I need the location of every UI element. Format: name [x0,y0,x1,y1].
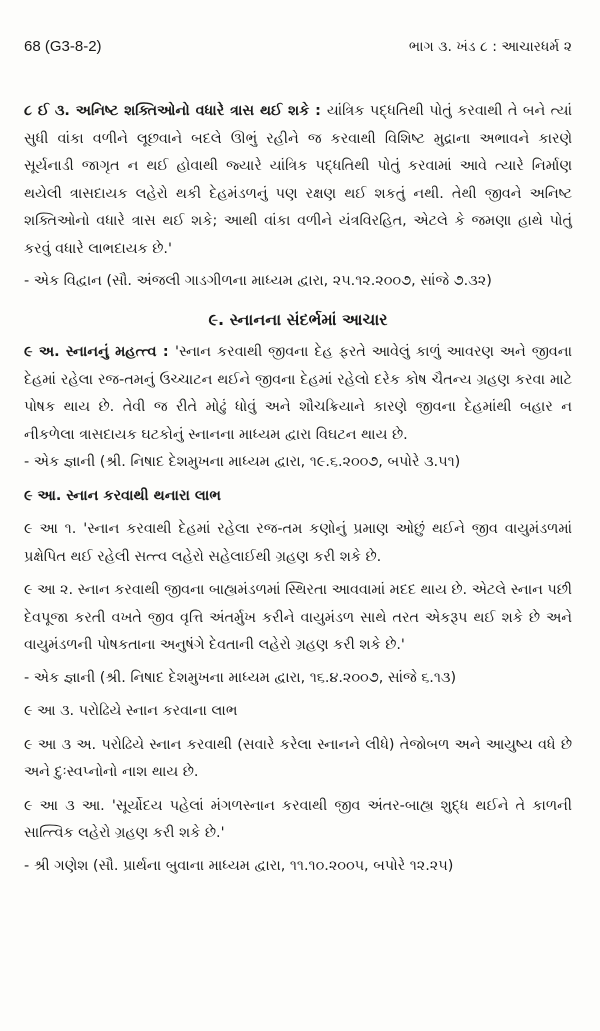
heading-9a: ૯ અ. સ્નાનનું મહત્ત્વ : [24,344,175,360]
section-9-title: ૯. સ્નાનના સંદર્ભમાં આચાર [208,309,388,329]
page-reference: 68 (G3-8-2) [24,38,102,55]
item-9aa-1: ૯ આ ૧. 'સ્નાન કરવાથી દેહમાં રહેલા રજ-તમ કણોનું પ્રમાણ ઓછું થઈને જીવ વાયુમંડળમાં પ્રક્ષેપિત થઈ રહેલી સત્ત્વ લહેરો સહેલાઈથી ગ્રહણ કરી શકે છે. [24,521,572,565]
item-9aa-3aa: ૯ આ ૩ આ. 'સૂર્યોદય પહેલાં મંગળસ્નાન કરવાથી જીવ અંતર-બાહ્ય શુદ્ધ થઈને તે કાળની સાત્ત્વિક લહેરો ગ્રહણ કરી શકે છે.' [24,797,572,841]
heading-8e3: ૮ ઈ ૩. અનિષ્ટ શક્તિઓનો વધારે ત્રાસ થઈ શકે : [24,103,327,119]
item-9aa-2: ૯ આ ૨. સ્નાન કરવાથી જીવના બાહ્યમંડળમાં સ્થિરતા આવવામાં મદદ થાય છે. એટલે સ્નાન પછી દેવપૂજા કરતી વખતે જીવ વૃત્તિ અંતર્મુખ કરીને વાયુમંડળ સાથે તરત એકરૂપ થઈ શકે છે અને વાયુમંડળની પોષકતાના અનુષંગે દેવતાની લહેરો ગ્રહણ કરી શકે છે.' [24,582,572,653]
heading-9aa: ૯ આ. સ્નાન કરવાથી થનારા લાભ [24,487,221,504]
source-9aa: - એક જ્ઞાની (શ્રી. નિષાદ દેશમુખના માધ્યમ દ્વારા, ૧૬.૪.૨૦૦૭, સાંજે ૬.૧૩) [24,669,457,686]
body-9a: 'સ્નાન કરવાથી જીવના દેહ ફરતે આવેલું કાળું આવરણ અને જીવના દેહમાં રહેલા રજ-તમનું ઉચ્ચાટન થઈને જીવના દેહમાં રહેલો દરેક કોષ ચૈતન્ય ગ્રહણ કરવા માટે પોષક થાય છે. તેવી જ રીતે મોઢું ધોવું અને શૌચક્રિયાને કારણે જીવના દેહમાંથી બહાર ન નીકળેલા ત્રાસદાયક ઘટકોનું સ્નાનના માધ્યમ દ્વારા વિઘટન થાય છે. [24,344,572,443]
paragraph-9a [24,339,572,449]
body-8e3: યાંત્રિક પદ્ધતિથી પોતું કરવાથી તે બને ત્યાં સુધી વાંકા વળીને લૂછવાને બદલે ઊભું રહીને જ કરવાથી વિશિષ્ટ મુદ્રાના અભાવને કારણે સૂર્યનાડી જાગૃત ન થઈ હોવાથી જ્યારે યાંત્રિક પદ્ધતિથી પોતું કરવામાં આવે ત્યારે નિર્માણ થયેલી ત્રાસદાયક લહેરો થકી દેહમંડળનું પણ રક્ષણ થઈ શકતું નથી. તેથી જીવને અનિષ્ટ શક્તિઓનો વધારે ત્રાસ થઈ શકે; આથી વાંકા વળીને યંત્રવિરહિત, એટલે કે જમણા હાથે પોતું કરવું વધારે લાભદાયક છે.' [24,103,572,257]
source-9aa-3: - શ્રી ગણેશ (સૌ. પ્રાર્થના બુવાના માધ્યમ દ્વારા, ૧૧.૧૦.૨૦૦૫, બપોરે ૧૨.૨૫) [24,857,454,874]
heading-9aa-3: ૯ આ ૩. પરોઢિયે સ્નાન કરવાના લાભ [24,703,238,719]
source-9a: - એક જ્ઞાની (શ્રી. નિષાદ દેશમુખના માધ્યમ દ્વારા, ૧૯.૬.૨૦૦૭, બપોરે ૩.૫૧) [24,454,461,470]
section-reference: ભાગ ૩. ખંડ ૮ : આચારધર્મ ૨ [408,39,572,55]
paragraph-8e3 [24,98,572,263]
page-header [24,0,572,60]
source-8e3: - એક વિદ્વાન (સૌ. અંજલી ગાડગીળના માધ્યમ દ્વારા, ૨૫.૧૨.૨૦૦૭, સાંજે ૭.૩૨) [24,273,492,289]
item-9aa-3a: ૯ આ ૩ અ. પરોઢિયે સ્નાન કરવાથી (સવારે કરેલા સ્નાનને લીધે) તેજોબળ અને આયુષ્ય વધે છે અને દુઃસ્વપ્નોનો નાશ થાય છે. [24,736,572,780]
page-content [24,98,572,880]
